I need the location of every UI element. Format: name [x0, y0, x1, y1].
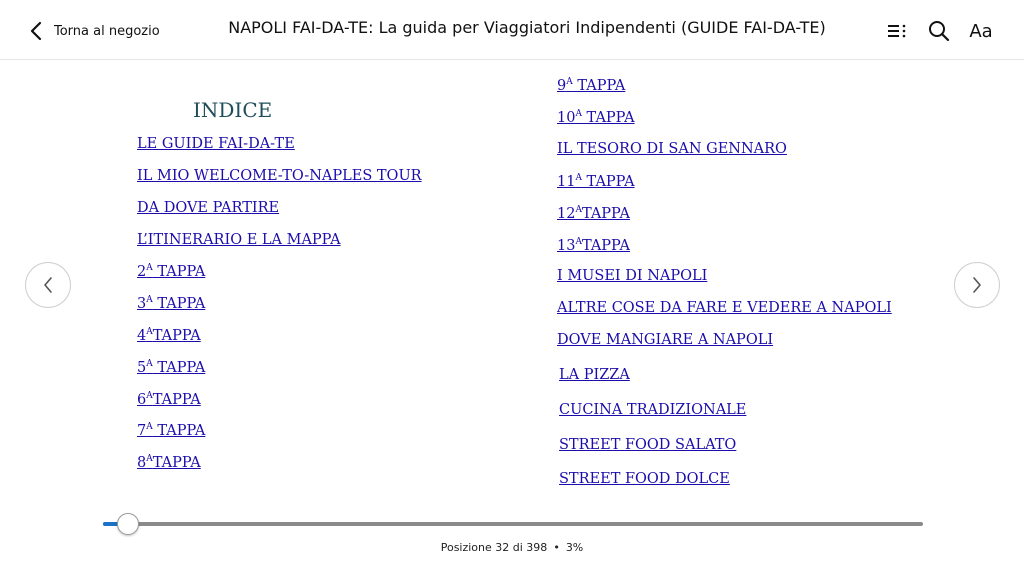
toc-link-label: STREET FOOD DOLCE	[559, 471, 730, 487]
font-settings-icon: Aa	[969, 20, 993, 42]
toc-link-superscript: A	[575, 109, 582, 119]
toc-link-number: 13	[557, 238, 576, 254]
toc-link-label: ALTRE COSE DA FARE E VEDERE A NAPOLI	[557, 300, 892, 316]
search-icon	[928, 20, 950, 42]
toc-link[interactable]	[557, 109, 635, 126]
toc-link-superscript: A	[146, 391, 153, 401]
toc-link[interactable]	[137, 295, 205, 312]
toc-link[interactable]	[137, 200, 279, 216]
toc-link-superscript: A	[575, 205, 582, 215]
toc-link-number: 4	[137, 328, 147, 344]
toc-link-label: I MUSEI DI NAPOLI	[557, 268, 708, 284]
toc-link-label: TAPPA	[152, 423, 206, 439]
toc-link-label: L’ITINERARIO E LA MAPPA	[137, 232, 341, 248]
toc-link-label: TAPPA	[152, 455, 201, 471]
toc-link[interactable]	[559, 471, 730, 487]
table-of-contents-button[interactable]	[884, 18, 910, 44]
toc-link-label: TAPPA	[152, 264, 206, 280]
toc-link-label: IL TESORO DI SAN GENNARO	[557, 141, 787, 157]
toc-link-superscript: A	[146, 295, 153, 305]
percent-label: 3%	[565, 541, 584, 554]
table-of-contents-icon	[887, 23, 907, 39]
toc-link[interactable]	[137, 422, 205, 439]
toc-link-label: TAPPA	[581, 206, 630, 222]
toc-heading: INDICE	[193, 98, 273, 122]
toc-link-label: TAPPA	[581, 110, 635, 126]
toc-link-label: TAPPA	[572, 78, 626, 94]
search-button[interactable]	[926, 18, 952, 44]
toc-link-label: TAPPA	[581, 238, 630, 254]
back-label: Torna al negozio	[54, 23, 160, 39]
toc-link[interactable]	[559, 402, 746, 418]
toc-link-superscript: A	[146, 422, 153, 432]
toc-link-number: 9	[557, 78, 567, 94]
toc-link-label: TAPPA	[152, 328, 201, 344]
toc-link-number: 12	[557, 206, 576, 222]
toc-link-label: TAPPA	[152, 360, 206, 376]
chevron-left-icon	[42, 276, 54, 294]
toc-link[interactable]	[557, 237, 630, 254]
toc-link-superscript: A	[146, 327, 153, 337]
toc-link-number: 2	[137, 264, 147, 280]
toc-link[interactable]	[137, 263, 205, 280]
toc-link-superscript: A	[566, 77, 573, 87]
toc-link-label: DOVE MANGIARE A NAPOLI	[557, 332, 774, 348]
toc-link[interactable]	[137, 454, 201, 471]
toc-link[interactable]	[137, 359, 205, 376]
toc-link[interactable]	[557, 332, 773, 348]
toc-link[interactable]	[557, 268, 707, 284]
toc-link-label: LA PIZZA	[559, 367, 630, 383]
progress-thumb[interactable]	[117, 513, 139, 535]
toc-link-superscript: A	[146, 359, 153, 369]
book-title: NAPOLI FAI-DA-TE: La guida per Viaggiatori Indipendenti (GUIDE FAI-DA-TE)	[228, 18, 826, 37]
font-settings-button[interactable]	[968, 18, 994, 44]
toc-link[interactable]	[137, 391, 201, 408]
separator-dot: •	[553, 541, 560, 554]
toc-link-label: DA DOVE PARTIRE	[137, 200, 280, 216]
toc-link[interactable]	[557, 173, 635, 190]
next-page-button[interactable]	[954, 262, 1000, 308]
toc-link-label: TAPPA	[152, 392, 201, 408]
toc-link[interactable]	[137, 232, 341, 248]
toc-link[interactable]	[137, 168, 422, 184]
toc-link[interactable]	[557, 141, 787, 157]
toc-link-label: STREET FOOD SALATO	[559, 437, 737, 453]
toc-link[interactable]	[137, 136, 295, 152]
toc-link[interactable]	[137, 327, 201, 344]
toc-link-superscript: A	[146, 454, 153, 464]
toc-link[interactable]	[559, 367, 630, 383]
toc-link-superscript: A	[575, 173, 582, 183]
reading-progress-slider[interactable]	[103, 522, 923, 526]
toc-link-number: 10	[557, 110, 576, 126]
toc-link-label: TAPPA	[152, 296, 206, 312]
reading-position	[0, 541, 1024, 554]
toc-link-number: 11	[557, 174, 576, 190]
toc-link-number: 7	[137, 423, 147, 439]
toc-link-superscript: A	[575, 237, 582, 247]
toc-link-label: LE GUIDE FAI-DA-TE	[137, 136, 295, 152]
toc-link[interactable]	[557, 77, 625, 94]
previous-page-button[interactable]	[25, 262, 71, 308]
toc-link-number: 8	[137, 455, 147, 471]
toc-link[interactable]	[559, 437, 736, 453]
position-label: Posizione 32 di 398	[440, 541, 548, 554]
toc-link-label: IL MIO WELCOME-TO-NAPLES TOUR	[137, 168, 422, 184]
toc-link[interactable]	[557, 205, 630, 222]
reader-header	[0, 0, 1024, 60]
toc-link-superscript: A	[146, 263, 153, 273]
toc-link-number: 6	[137, 392, 147, 408]
toc-link-number: 3	[137, 296, 147, 312]
toc-link[interactable]	[557, 300, 892, 316]
toc-link-number: 5	[137, 360, 147, 376]
toc-link-label: TAPPA	[581, 174, 635, 190]
toc-link-label: CUCINA TRADIZIONALE	[559, 402, 747, 418]
chevron-right-icon	[971, 276, 983, 294]
